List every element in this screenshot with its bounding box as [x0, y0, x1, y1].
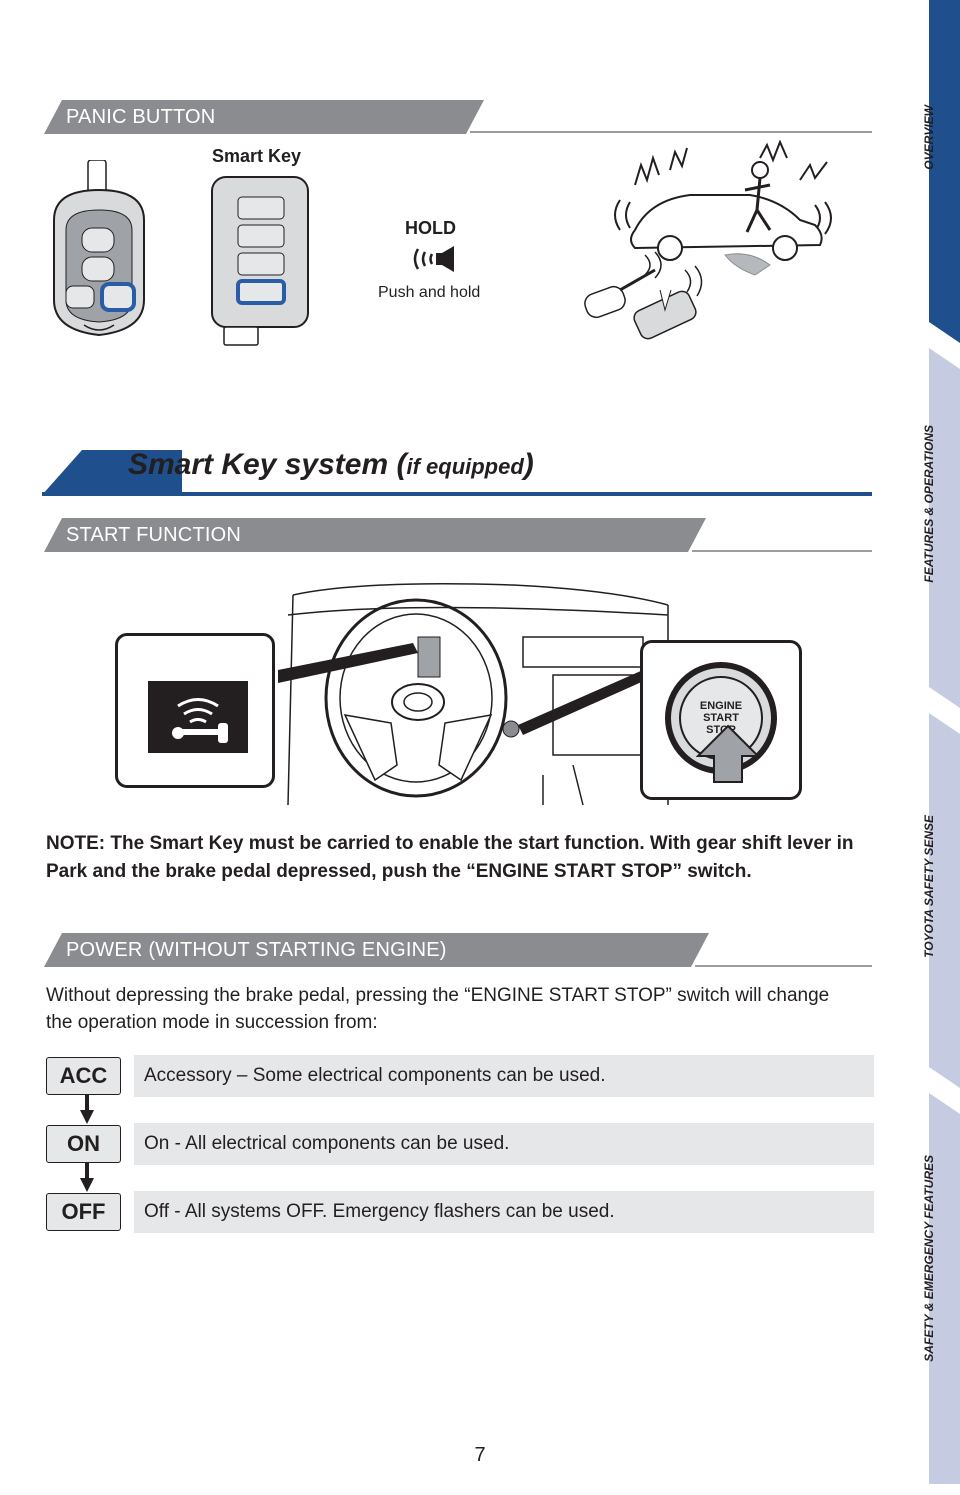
power-intro: Without depressing the brake pedal, pressing the “ENGINE START STOP” switch will change the operation mode in succession from: [46, 985, 830, 1033]
panic-section-title: PANIC BUTTON [66, 106, 216, 128]
power-section-rule [695, 965, 872, 967]
start-section-rule [692, 550, 872, 552]
arrow-down-icon [80, 1094, 94, 1126]
smart-key-label: Smart Key [212, 146, 302, 166]
mode-desc-acc: Accessory – Some electrical components can be used. [134, 1055, 874, 1097]
key-indicator-icon [148, 681, 248, 753]
title-close: ) [523, 448, 534, 481]
arrow-down-icon [80, 1162, 94, 1194]
power-section-tab [44, 933, 709, 967]
start-section-tab [44, 518, 706, 552]
key-fob-illustration [44, 160, 154, 340]
side-label-overview: OVERVIEW [922, 105, 936, 170]
panic-section-tab [44, 100, 484, 134]
car-alarm-illustration [575, 140, 855, 350]
engine-text-line-1: ENGINE [699, 700, 743, 712]
panic-horn-icon [410, 244, 460, 274]
side-label-safety-sense: TOYOTA SAFETY SENSE [922, 815, 936, 958]
hold-label: HOLD [405, 218, 456, 238]
engine-text-line-2: START [703, 712, 739, 724]
start-note: NOTE: The Smart Key must be carried to enable the start function. With gear shift lever in Park and the brake pedal depressed, push the “ENGINE START STOP” switch. [46, 833, 854, 882]
push-hold-label: Push and hold [378, 284, 481, 301]
side-label-features: FEATURES & OPERATIONS [922, 425, 936, 583]
smart-key-system-rule [42, 492, 872, 496]
start-section-title: START FUNCTION [66, 524, 242, 546]
smart-key-system-title [128, 448, 534, 482]
panic-section-rule [470, 131, 872, 133]
side-label-emergency: SAFETY & EMERGENCY FEATURES [922, 1155, 936, 1362]
mode-desc-off: Off - All systems OFF. Emergency flashers can be used. [134, 1191, 874, 1233]
engine-text-line-3: STOP [706, 724, 736, 736]
page-number: 7 [474, 1444, 486, 1466]
mode-desc-on: On - All electrical components can be used. [134, 1123, 874, 1165]
title-sub: if equipped [406, 454, 524, 479]
mode-badge-off: OFF [46, 1193, 121, 1231]
smart-key-illustration [210, 175, 315, 350]
mode-badge-acc: ACC [46, 1057, 121, 1095]
press-arrow-icon [696, 724, 760, 784]
mode-badge-on: ON [46, 1125, 121, 1163]
title-main: Smart Key system ( [128, 448, 407, 481]
power-section-title: POWER (WITHOUT STARTING ENGINE) [66, 939, 447, 961]
